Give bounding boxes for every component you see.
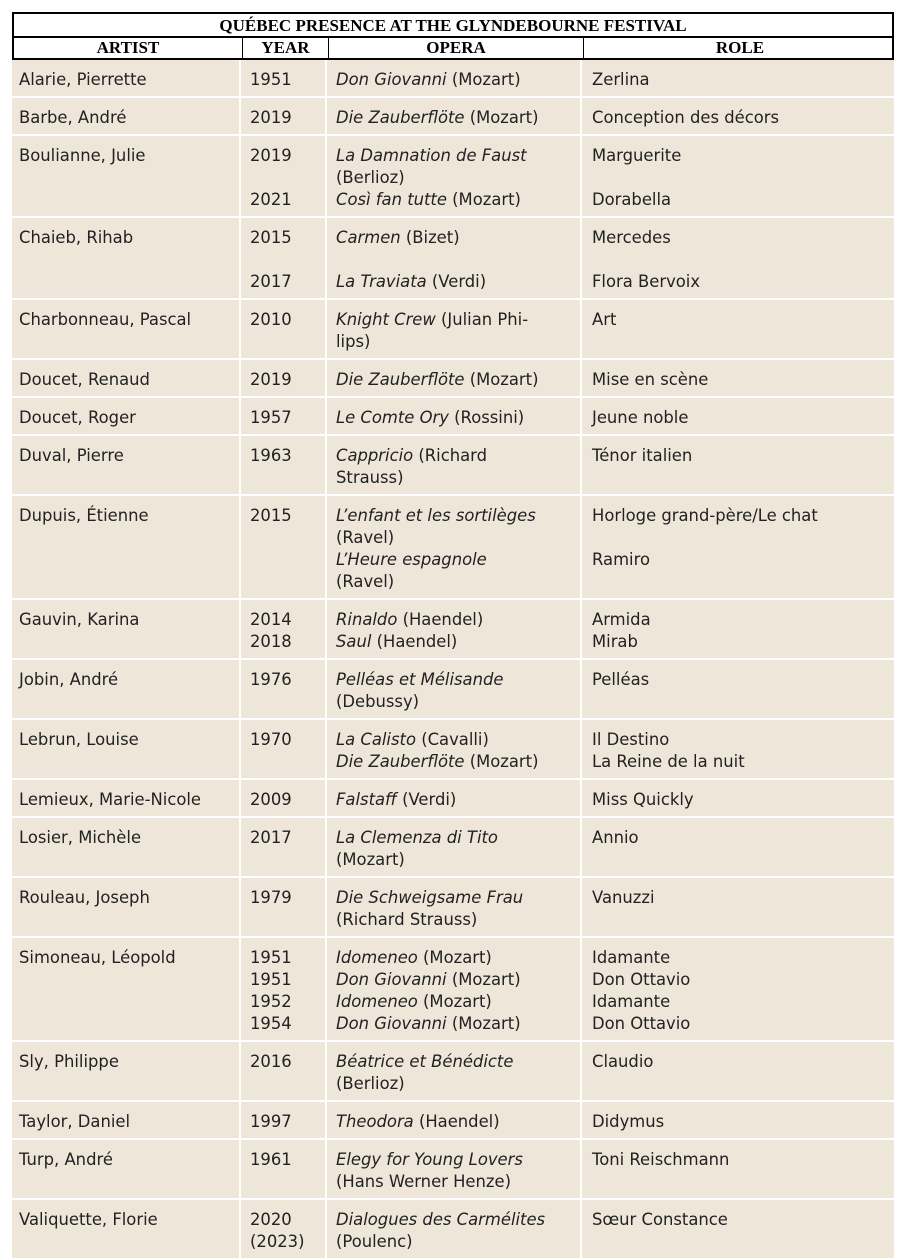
opera-line — [336, 167, 580, 189]
year-value: 1997 — [250, 1112, 292, 1131]
artist-name: Losier, Michèle — [19, 828, 142, 847]
artist-name: Charbonneau, Pascal — [19, 310, 192, 329]
opera-cell — [327, 60, 582, 96]
year-value: 2020 — [250, 1210, 292, 1229]
opera-title: Idomeneo — [336, 948, 418, 967]
opera-composer: (Mozart) — [464, 752, 539, 771]
role-value: Don Ottavio — [592, 1014, 691, 1033]
artist-cell — [12, 218, 241, 298]
artist-name: Barbe, André — [19, 108, 127, 127]
role-cell — [582, 436, 894, 494]
table-row — [12, 360, 894, 398]
opera-line — [336, 189, 580, 211]
opera-line — [336, 751, 580, 773]
header-opera: OPERA — [329, 38, 584, 58]
opera-composer: (Ravel) — [336, 528, 395, 547]
table-row — [12, 496, 894, 600]
opera-composer: (Cavalli) — [415, 730, 489, 749]
role-value: Don Ottavio — [592, 970, 691, 989]
role-value: Ténor italien — [592, 446, 693, 465]
role-cell — [582, 878, 894, 936]
opera-title: Cappricio — [336, 446, 414, 465]
year-cell — [241, 98, 327, 134]
opera-composer: (Verdi) — [426, 272, 487, 291]
opera-line — [336, 369, 580, 391]
role-cell — [582, 1140, 894, 1198]
year-value: 1954 — [250, 1014, 292, 1033]
artist-cell — [12, 1140, 241, 1198]
table-row — [12, 720, 894, 780]
year-value: 2010 — [250, 310, 292, 329]
role-cell — [582, 1200, 894, 1258]
table-row — [12, 1200, 894, 1260]
artist-name: Doucet, Roger — [19, 408, 136, 427]
opera-line — [336, 1209, 580, 1231]
year-cell — [241, 1102, 327, 1138]
opera-line — [336, 107, 580, 129]
opera-line — [336, 669, 580, 691]
opera-composer: (Mozart) — [417, 992, 492, 1011]
year-value: 2017 — [250, 272, 292, 291]
opera-composer: (Hans Werner Henze) — [336, 1172, 511, 1191]
artist-cell — [12, 436, 241, 494]
artist-cell — [12, 496, 241, 598]
table-row — [12, 1140, 894, 1200]
year-value: 1963 — [250, 446, 292, 465]
year-cell — [241, 818, 327, 876]
opera-line — [336, 969, 580, 991]
opera-cell — [327, 600, 582, 658]
year-value: 2019 — [250, 108, 292, 127]
role-value: Toni Reischmann — [592, 1150, 730, 1169]
opera-composer: (Richard Strauss) — [336, 910, 478, 929]
role-value: Horloge grand-père/Le chat — [592, 506, 818, 525]
opera-line — [336, 789, 580, 811]
year-cell — [241, 600, 327, 658]
table-row — [12, 600, 894, 660]
role-value: Mercedes — [592, 228, 671, 247]
opera-title: Die Zauberflöte — [336, 370, 465, 389]
role-value: Conception des décors — [592, 108, 780, 127]
opera-cell — [327, 436, 582, 494]
role-cell — [582, 720, 894, 778]
opera-composer: (Richard — [413, 446, 488, 465]
opera-composer: (Debussy) — [336, 692, 420, 711]
year-cell — [241, 218, 327, 298]
opera-composer: Strauss) — [336, 468, 404, 487]
opera-line — [336, 505, 580, 527]
opera-composer: (Haendel) — [371, 632, 458, 651]
year-value: 2015 — [250, 506, 292, 525]
opera-cell — [327, 878, 582, 936]
role-value: Jeune noble — [592, 408, 689, 427]
table-row — [12, 398, 894, 436]
opera-cell — [327, 300, 582, 358]
opera-line — [336, 571, 580, 593]
glyndebourne-table — [12, 12, 894, 1260]
opera-cell — [327, 720, 582, 778]
opera-line — [336, 271, 580, 293]
table-row — [12, 300, 894, 360]
artist-name: Rouleau, Joseph — [19, 888, 150, 907]
role-cell — [582, 496, 894, 598]
opera-title: Dialogues des Carmélites — [336, 1210, 546, 1229]
table-row — [12, 780, 894, 818]
opera-composer: (Mozart) — [464, 370, 539, 389]
opera-line — [336, 1111, 580, 1133]
artist-cell — [12, 938, 241, 1040]
opera-line — [336, 407, 580, 429]
table-row — [12, 436, 894, 496]
year-value: 2009 — [250, 790, 292, 809]
role-cell — [582, 818, 894, 876]
role-cell — [582, 136, 894, 216]
role-value: Idamante — [592, 948, 671, 967]
table-row — [12, 938, 894, 1042]
opera-line — [336, 909, 580, 931]
year-value: 2014 — [250, 610, 292, 629]
year-value — [250, 249, 325, 271]
artist-cell — [12, 136, 241, 216]
role-cell — [582, 660, 894, 718]
year-cell — [241, 60, 327, 96]
artist-name: Gauvin, Karina — [19, 610, 140, 629]
artist-name: Alarie, Pierrette — [19, 70, 147, 89]
table-row — [12, 218, 894, 300]
opera-cell — [327, 1102, 582, 1138]
header-role: ROLE — [715, 38, 765, 57]
opera-title: Die Zauberflöte — [336, 752, 465, 771]
opera-cell — [327, 496, 582, 598]
role-value: Zerlina — [592, 70, 650, 89]
opera-cell — [327, 938, 582, 1040]
opera-composer: lips) — [336, 332, 371, 351]
opera-line — [336, 145, 580, 167]
opera-composer: (Haendel) — [397, 610, 484, 629]
year-value: 1957 — [250, 408, 292, 427]
role-cell — [582, 60, 894, 96]
opera-title: Idomeneo — [336, 992, 418, 1011]
table-row — [12, 136, 894, 218]
role-value: Mirab — [592, 632, 638, 651]
year-cell — [241, 136, 327, 216]
artist-name: Boulianne, Julie — [19, 146, 146, 165]
opera-composer: (Julian Phi- — [435, 310, 529, 329]
opera-line — [336, 467, 580, 489]
role-value: Didymus — [592, 1112, 665, 1131]
opera-cell — [327, 398, 582, 434]
opera-line — [336, 887, 580, 909]
opera-composer: (Verdi) — [396, 790, 457, 809]
opera-title: Don Giovanni — [336, 970, 447, 989]
role-value: La Reine de la nuit — [592, 752, 745, 771]
artist-cell — [12, 60, 241, 96]
opera-title: La Traviata — [336, 272, 427, 291]
artist-name: Chaieb, Rihab — [19, 228, 134, 247]
role-value: Art — [592, 310, 617, 329]
artist-cell — [12, 360, 241, 396]
opera-composer: (Berlioz) — [336, 168, 405, 187]
year-value: 1961 — [250, 1150, 292, 1169]
opera-cell — [327, 136, 582, 216]
artist-cell — [12, 660, 241, 718]
opera-composer: (Mozart) — [417, 948, 492, 967]
year-value: 2019 — [250, 146, 292, 165]
year-value: 1951 — [250, 70, 292, 89]
role-cell — [582, 600, 894, 658]
opera-composer: (Poulenc) — [336, 1232, 413, 1251]
opera-line — [336, 549, 580, 571]
table-title: QUÉBEC PRESENCE AT THE GLYNDEBOURNE FESTIVAL — [12, 12, 894, 36]
opera-title: Carmen — [336, 228, 401, 247]
opera-line — [336, 729, 580, 751]
opera-line — [336, 991, 580, 1013]
role-cell — [582, 98, 894, 134]
role-value: Mise en scène — [592, 370, 709, 389]
opera-cell — [327, 818, 582, 876]
artist-name: Sly, Philippe — [19, 1052, 119, 1071]
opera-composer: (Ravel) — [336, 572, 395, 591]
opera-title: Don Giovanni — [336, 70, 447, 89]
opera-cell — [327, 1042, 582, 1100]
opera-cell — [327, 218, 582, 298]
opera-line — [336, 1171, 580, 1193]
table-row — [12, 60, 894, 98]
opera-cell — [327, 660, 582, 718]
role-value: Dorabella — [592, 190, 672, 209]
opera-line — [336, 1013, 580, 1035]
role-value: Claudio — [592, 1052, 654, 1071]
artist-cell — [12, 98, 241, 134]
opera-line — [336, 445, 580, 467]
opera-line — [336, 849, 580, 871]
opera-composer: (Bizet) — [400, 228, 460, 247]
artist-name: Turp, André — [19, 1150, 113, 1169]
year-value: 1951 — [250, 970, 292, 989]
opera-cell — [327, 1200, 582, 1258]
opera-composer: (Mozart) — [464, 108, 539, 127]
opera-line — [336, 609, 580, 631]
artist-name: Valiquette, Florie — [19, 1210, 158, 1229]
year-value: (2023) — [250, 1232, 305, 1251]
opera-line — [336, 249, 580, 271]
year-cell — [241, 720, 327, 778]
header-year: YEAR — [243, 38, 329, 58]
role-cell — [582, 218, 894, 298]
artist-cell — [12, 300, 241, 358]
role-cell — [582, 1102, 894, 1138]
opera-composer: (Rossini) — [448, 408, 525, 427]
table-row — [12, 818, 894, 878]
role-cell — [582, 398, 894, 434]
year-value: 1952 — [250, 992, 292, 1011]
year-cell — [241, 1140, 327, 1198]
opera-title: La Calisto — [336, 730, 416, 749]
year-value: 2017 — [250, 828, 292, 847]
opera-line — [336, 69, 580, 91]
opera-title: Die Schweigsame Frau — [336, 888, 524, 907]
year-value: 1976 — [250, 670, 292, 689]
artist-cell — [12, 818, 241, 876]
year-value: 2019 — [250, 370, 292, 389]
role-value: Flora Bervoix — [592, 272, 701, 291]
role-cell — [582, 300, 894, 358]
artist-name: Duval, Pierre — [19, 446, 124, 465]
year-cell — [241, 878, 327, 936]
role-cell — [582, 1042, 894, 1100]
table-row — [12, 98, 894, 136]
opera-line — [336, 1051, 580, 1073]
opera-line — [336, 691, 580, 713]
year-cell — [241, 398, 327, 434]
artist-cell — [12, 720, 241, 778]
opera-composer: (Mozart) — [446, 970, 521, 989]
year-cell — [241, 300, 327, 358]
year-cell — [241, 496, 327, 598]
opera-title: Béatrice et Bénédicte — [336, 1052, 514, 1071]
opera-title: L’Heure espagnole — [336, 550, 487, 569]
opera-composer: (Mozart) — [336, 850, 405, 869]
role-value: Miss Quickly — [592, 790, 694, 809]
role-value — [592, 249, 894, 271]
role-value: Annio — [592, 828, 639, 847]
year-value: 2018 — [250, 632, 292, 651]
artist-cell — [12, 780, 241, 816]
role-value — [592, 167, 894, 189]
header-artist: ARTIST — [14, 38, 243, 58]
opera-line — [336, 827, 580, 849]
opera-title: Theodora — [336, 1112, 414, 1131]
artist-cell — [12, 878, 241, 936]
opera-title: Die Zauberflöte — [336, 108, 465, 127]
year-value: 1970 — [250, 730, 292, 749]
year-value: 1951 — [250, 948, 292, 967]
opera-line — [336, 1073, 580, 1095]
role-cell — [582, 938, 894, 1040]
opera-composer: (Haendel) — [413, 1112, 500, 1131]
table-row — [12, 878, 894, 938]
artist-name: Simoneau, Léopold — [19, 948, 176, 967]
artist-name: Taylor, Daniel — [19, 1112, 131, 1131]
artist-name: Lemieux, Marie-Nicole — [19, 790, 202, 809]
role-value: Armida — [592, 610, 651, 629]
opera-line — [336, 527, 580, 549]
opera-composer: (Mozart) — [446, 1014, 521, 1033]
year-cell — [241, 360, 327, 396]
table-row — [12, 660, 894, 720]
opera-title: Pelléas et Mélisande — [336, 670, 504, 689]
role-value: Sœur Constance — [592, 1210, 728, 1229]
artist-cell — [12, 1042, 241, 1100]
table-row — [12, 1102, 894, 1140]
year-cell — [241, 780, 327, 816]
opera-title: Falstaff — [336, 790, 397, 809]
artist-name: Dupuis, Étienne — [19, 506, 149, 525]
year-cell — [241, 1200, 327, 1258]
year-value: 2021 — [250, 190, 292, 209]
opera-line — [336, 947, 580, 969]
artist-cell — [12, 1200, 241, 1258]
opera-line — [336, 1231, 580, 1253]
table-body — [12, 60, 894, 1260]
opera-line — [336, 331, 580, 353]
artist-name: Jobin, André — [19, 670, 119, 689]
opera-title: Saul — [336, 632, 372, 651]
year-value: 2016 — [250, 1052, 292, 1071]
year-cell — [241, 660, 327, 718]
artist-cell — [12, 1102, 241, 1138]
opera-title: L’enfant et les sortilèges — [336, 506, 536, 525]
year-value: 1979 — [250, 888, 292, 907]
opera-cell — [327, 98, 582, 134]
opera-cell — [327, 1140, 582, 1198]
role-value: Ramiro — [592, 550, 650, 569]
artist-cell — [12, 600, 241, 658]
opera-title: La Damnation de Faust — [336, 146, 527, 165]
opera-line — [336, 631, 580, 653]
role-cell — [582, 360, 894, 396]
opera-title: Knight Crew — [336, 310, 436, 329]
year-cell — [241, 436, 327, 494]
role-value: Pelléas — [592, 670, 650, 689]
role-value: Marguerite — [592, 146, 682, 165]
role-value: Idamante — [592, 992, 671, 1011]
year-cell — [241, 938, 327, 1040]
year-cell — [241, 1042, 327, 1100]
artist-name: Lebrun, Louise — [19, 730, 139, 749]
role-value — [592, 527, 894, 549]
role-value: Il Destino — [592, 730, 670, 749]
role-cell — [582, 780, 894, 816]
table-row — [12, 1042, 894, 1102]
year-value — [250, 167, 325, 189]
opera-title: Don Giovanni — [336, 1014, 447, 1033]
opera-composer: (Berlioz) — [336, 1074, 405, 1093]
opera-title: La Clemenza di Tito — [336, 828, 498, 847]
opera-line — [336, 227, 580, 249]
artist-name: Doucet, Renaud — [19, 370, 150, 389]
role-value: Vanuzzi — [592, 888, 655, 907]
opera-composer: (Mozart) — [446, 190, 521, 209]
opera-cell — [327, 780, 582, 816]
opera-line — [336, 1149, 580, 1171]
opera-line — [336, 309, 580, 331]
opera-cell — [327, 360, 582, 396]
opera-title: Elegy for Young Lovers — [336, 1150, 523, 1169]
opera-title: Rinaldo — [336, 610, 398, 629]
opera-title: Le Comte Ory — [336, 408, 449, 427]
artist-cell — [12, 398, 241, 434]
opera-composer: (Mozart) — [446, 70, 521, 89]
year-value: 2015 — [250, 228, 292, 247]
table-header — [12, 36, 894, 60]
opera-title: Così fan tutte — [336, 190, 447, 209]
